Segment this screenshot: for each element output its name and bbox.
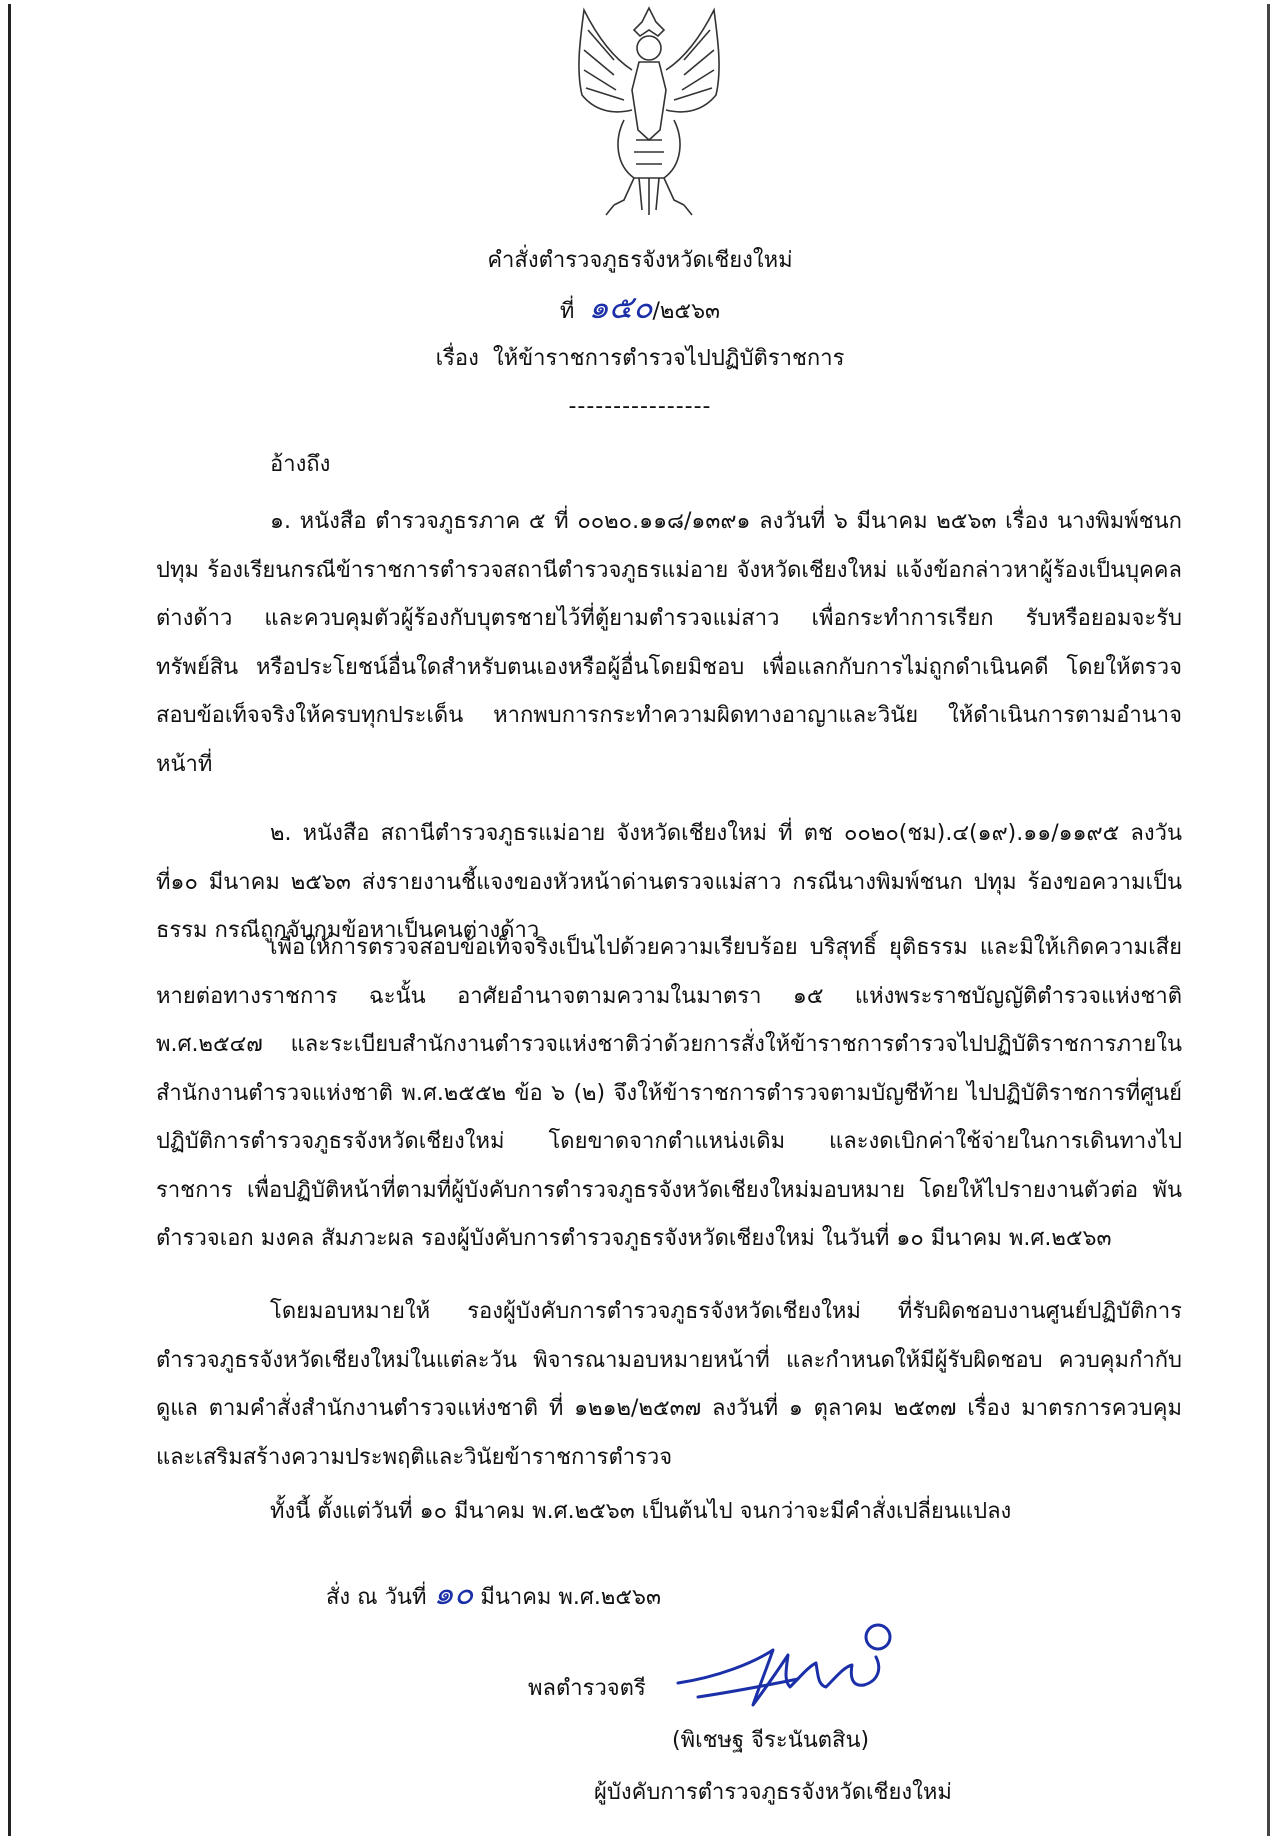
subject-line [0, 344, 1280, 374]
signer-name: (พิเชษฐ จีระนันตสิน) [672, 1728, 870, 1753]
signer-rank: พลตำรวจตรี [528, 1676, 646, 1701]
document-title: คำสั่งตำรวจภูธรจังหวัดเชียงใหม่ [487, 248, 793, 273]
ordered-day-handwritten: ๑๐ [433, 1574, 474, 1612]
reference-item-2: ๒. หนังสือ สถานีตำรวจภูธรแม่อาย จังหวัดเชียงใหม่ ที่ ตช ๐๐๒๐(ชม).๔(๑๙).๑๑/๑๑๙๕ ลงวันที่๑๐ มีนาคม ๒๕๖๓ ส่งรายงานชี้แจงของหัวหน้าด่านตรวจแม่สาว กรณีนางพิมพ์ชนก ปทุม ร้องขอความเป็นธรรม กรณีถูกจับกุมข้อหาเป็นคนต่างด้าว [156, 821, 1182, 943]
effective-date: ทั้งนี้ ตั้งแต่วันที่ ๑๐ มีนาคม พ.ศ.๒๕๖๓ เป็นต้นไป จนกว่าจะมีคำสั่งเปลี่ยนแปลง [270, 1499, 1012, 1524]
order-number-suffix: /๒๕๖๓ [652, 299, 721, 324]
garuda-emblem-icon [554, 0, 744, 230]
reference-heading: อ้างถึง [270, 452, 331, 477]
signature-image [668, 1615, 918, 1720]
signer-position: ผู้บังคับการตำรวจภูธรจังหวัดเชียงใหม่ [594, 1780, 952, 1805]
ordered-suffix: มีนาคม พ.ศ.๒๕๖๓ [480, 1585, 662, 1610]
subject-text: ให้ข้าราชการตำรวจไปปฏิบัติราชการ [492, 346, 845, 371]
reference-item-1: ๑. หนังสือ ตำรวจภูธรภาค ๕ ที่ ๐๐๒๐.๑๑๘/๑๓๙๑ ลงวันที่ ๖ มีนาคม ๒๕๖๓ เรื่อง นางพิมพ์ชนก ปทุม ร้องเรียนกรณีข้าราชการตำรวจสถานีตำรวจภูธรแม่อาย จังหวัดเชียงใหม่ แจ้งข้อกล่าวหาผู้ร้องเป็นบุคคลต่างด้าว และควบคุมตัวผู้ร้องกับบุตรชายไว้ที่ตู้ยามตำรวจแม่สาว เพื่อกระทำการเรียก รับหรือยอมจะรับทรัพย์สิน หรือประโยชน์อื่นใดสำหรับตนเองหรือผู้อื่นโดยมิชอบ เพื่อแลกกับการไม่ถูกดำเนินคดี โดยให้ตรวจสอบข้อเท็จจริงให้ครบทุกประเด็น หากพบการกระทำความผิดทางอาญาและวินัย ให้ดำเนินการตามอำนาจหน้าที่ [156, 509, 1182, 777]
divider: ---------------- [568, 394, 712, 419]
ordered-prefix: สั่ง ณ วันที่ [326, 1585, 427, 1610]
ordered-date [326, 1574, 662, 1613]
subject-label: เรื่อง [435, 346, 479, 371]
paragraph-assignment: โดยมอบหมายให้ รองผู้บังคับการตำรวจภูธรจังหวัดเชียงใหม่ ที่รับผิดชอบงานศูนย์ปฏิบัติการตำรวจภูธรจังหวัดเชียงใหม่ในแต่ละวัน พิจารณามอบหมายหน้าที่ และกำหนดให้มีผู้รับผิดชอบ ควบคุมกำกับ ดูแล ตามคำสั่งสำนักงานตำรวจแห่งชาติ ที่ ๑๒๑๒/๒๕๓๗ ลงวันที่ ๑ ตุลาคม ๒๕๓๗ เรื่อง มาตรการควบคุมและเสริมสร้างความประพฤติและวินัยข้าราชการตำรวจ [156, 1299, 1182, 1470]
order-number-prefix: ที่ [559, 299, 575, 324]
order-number-handwritten: ๑๕๐ [588, 288, 653, 326]
paragraph-order: เพื่อให้การตรวจสอบข้อเท็จจริงเป็นไปด้วยความเรียบร้อย บริสุทธิ์ ยุติธรรม และมิให้เกิดความเสียหายต่อทางราชการ ฉะนั้น อาศัยอำนาจตามความในมาตรา ๑๕ แห่งพระราชบัญญัติตำรวจแห่งชาติ พ.ศ.๒๕๔๗ และระเบียบสำนักงานตำรวจแห่งชาติว่าด้วยการสั่งให้ข้าราชการตำรวจไปปฏิบัติราชการภายในสำนักงานตำรวจแห่งชาติ พ.ศ.๒๕๕๒ ข้อ ๖ (๒) จึงให้ข้าราชการตำรวจตามบัญชีท้าย ไปปฏิบัติราชการที่ศูนย์ปฏิบัติการตำรวจภูธรจังหวัดเชียงใหม่ โดยขาดจากตำแหน่งเดิม และงดเบิกค่าใช้จ่ายในการเดินทางไปราชการ เพื่อปฏิบัติหน้าที่ตามที่ผู้บังคับการตำรวจภูธรจังหวัดเชียงใหม่มอบหมาย โดยให้ไปรายงานตัวต่อ พันตำรวจเอก มงคล สัมภวะผล รองผู้บังคับการตำรวจภูธรจังหวัดเชียงใหม่ ในวันที่ ๑๐ มีนาคม พ.ศ.๒๕๖๓ [156, 935, 1182, 1251]
order-number [0, 288, 1280, 327]
